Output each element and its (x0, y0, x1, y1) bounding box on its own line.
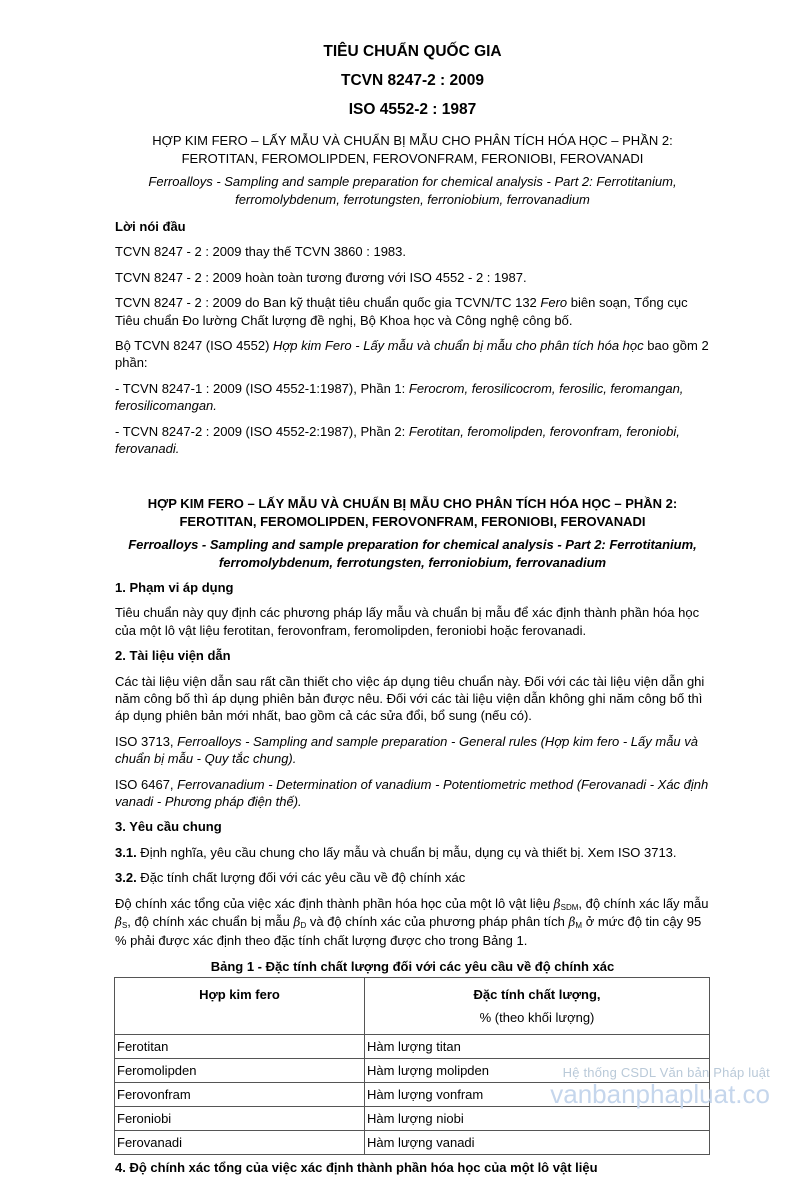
table-cell-content: Hàm lượng vanadi (365, 1130, 710, 1154)
table-cell-content: Hàm lượng vonfram (365, 1082, 710, 1106)
foreword-p4-text-b: Hợp kim Fero - Lấy mẫu và chuẩn bị mẫu cho phân tích hóa học (273, 337, 644, 353)
foreword-p3-text-c: biên soạn, Tổng cục Tiêu chuẩn Đo lường Chất lượng đề nghị, Bộ Khoa học và Công nghệ công bố. (115, 295, 688, 328)
clause-3-2-text-e: ở mức độ tin cậy 95 % phải được xác định theo đặc tính chất lượng được cho trong Bảng 1. (115, 914, 702, 949)
table-cell-content: Hàm lượng molipden (365, 1058, 710, 1082)
reference-iso-3713 (115, 733, 710, 768)
table-header-quality-label: Đặc tính chất lượng, (473, 986, 601, 1002)
subscript-m: M (575, 921, 583, 931)
subscript-d: D (300, 921, 307, 931)
doc-title-iso-code: ISO 4552-2 : 1987 (348, 100, 477, 118)
table-cell-alloy: Ferotitan (115, 1034, 365, 1058)
foreword-paragraph-4 (115, 337, 710, 372)
foreword-part-2-item (115, 423, 710, 458)
ref2-code: ISO 6467, (115, 776, 178, 792)
clause-3-2-text-a: Độ chính xác tổng của việc xác định thành phần hóa học của một lô vật liệu (115, 895, 554, 911)
foreword-part-1-item (115, 380, 710, 415)
clause-3-2-number: 3.2. (115, 870, 137, 886)
clause-3-2-text-b: , độ chính xác lấy mẫu (578, 895, 709, 911)
foreword-paragraph-1: TCVN 8247 - 2 : 2009 thay thế TCVN 3860 : 1983. (115, 244, 406, 260)
clause-3-2 (115, 869, 710, 886)
ref1-code: ISO 3713, (115, 733, 178, 749)
reference-iso-6467 (115, 776, 710, 811)
site-watermark (550, 1064, 770, 1107)
table-header-quality-unit: % (theo khối lượng) (479, 1010, 595, 1026)
beta-symbol: β (115, 915, 122, 930)
table-1-caption: Bảng 1 - Đặc tính chất lượng đối với các yêu cầu về độ chính xác (210, 958, 615, 974)
foreword-p3-text-a: TCVN 8247 - 2 : 2009 do Ban kỹ thuật tiêu chuẩn quốc gia TCVN/TC 132 (115, 295, 541, 311)
table-header-row (115, 977, 710, 1034)
doc-title-national-standard: TIÊU CHUẨN QUỐC GIA (323, 43, 502, 60)
foreword-heading: Lời nói đầu (115, 218, 186, 234)
beta-symbol: β (568, 915, 576, 930)
doc-title-tcvn-code: TCVN 8247-2 : 2009 (340, 71, 485, 89)
watermark-domain: vanbanphapluat.co (550, 1079, 770, 1109)
section-1-heading: 1. Phạm vi áp dụng (115, 580, 234, 596)
table-cell-content: Hàm lượng titan (365, 1034, 710, 1058)
clause-3-2-paragraph (115, 895, 710, 950)
table-cell-alloy: Feroniobi (115, 1106, 365, 1130)
section-3-heading: 3. Yêu cầu chung (115, 819, 222, 835)
table-cell-alloy: Feromolipden (115, 1058, 365, 1082)
main-title-vi: HỢP KIM FERO – LẤY MẪU VÀ CHUẨN BỊ MẪU CHO PHÂN TÍCH HÓA HỌC – PHẦN 2: FEROTITAN, FEROMOLIPDEN, FEROVONFRAM, FERONIOBI, FEROVANADI (147, 496, 678, 529)
ref2-title: Ferrovanadium - Determination of vanadium - Potentiometric method (Ferovanadi - Xác định vanadi - Phương pháp điện thế). (115, 776, 709, 810)
subscript-s: S (121, 921, 128, 931)
clause-3-1 (115, 844, 710, 861)
section-4-heading: 4. Độ chính xác tổng của việc xác định thành phần hóa học của một lô vật liệu (115, 1159, 598, 1175)
table-row (115, 1034, 710, 1058)
foreword-paragraph-3 (115, 294, 710, 329)
table-header-ferroalloy: Hợp kim fero (115, 977, 365, 1034)
foreword-p5-text-b: Ferocrom, ferosilicocrom, ferosilic, feromangan, ferosilicomangan. (115, 380, 684, 414)
foreword-p4-text-c: bao gồm 2 phần: (115, 337, 709, 371)
clause-3-1-number: 3.1. (115, 844, 137, 860)
table-header-quality (365, 977, 710, 1034)
beta-symbol: β (293, 915, 301, 930)
subscript-sdm: SDM (560, 902, 579, 912)
table-row (115, 1130, 710, 1154)
beta-symbol: β (553, 896, 561, 911)
section-2-heading: 2. Tài liệu viện dẫn (115, 648, 231, 664)
table-cell-alloy: Ferovanadi (115, 1130, 365, 1154)
clause-3-1-text: Định nghĩa, yêu cầu chung cho lấy mẫu và chuẩn bị mẫu, dụng cụ và thiết bị. Xem ISO 3713. (136, 844, 677, 860)
foreword-paragraph-2: TCVN 8247 - 2 : 2009 hoàn toàn tương đương với ISO 4552 - 2 : 1987. (115, 269, 527, 285)
ref1-title: Ferroalloys - Sampling and sample preparation - General rules (Hợp kim fero - Lấy mẫu và chuẩn bị mẫu - Quy tắc chung). (115, 733, 699, 767)
doc-subtitle-vi: HỢP KIM FERO – LẤY MẪU VÀ CHUẨN BỊ MẪU CHO PHÂN TÍCH HÓA HỌC – PHẦN 2: FEROTITAN, FEROMOLIPDEN, FEROVONFRAM, FERONIOBI, FEROVANADI (152, 133, 673, 166)
document-page (115, 42, 710, 1184)
clause-3-2-text: Đặc tính chất lượng đối với các yêu cầu về độ chính xác (136, 870, 466, 886)
table-cell-content: Hàm lượng niobi (365, 1106, 710, 1130)
foreword-p5-text-a: - TCVN 8247-1 : 2009 (ISO 4552-1:1987), Phần 1: (115, 380, 409, 396)
table-cell-alloy: Ferovonfram (115, 1082, 365, 1106)
foreword-p4-text-a: Bộ TCVN 8247 (ISO 4552) (115, 337, 274, 353)
foreword-p6-text-a: - TCVN 8247-2 : 2009 (ISO 4552-2:1987), Phần 2: (115, 423, 409, 439)
main-title-en: Ferroalloys - Sampling and sample preparation for chemical analysis - Part 2: Ferrotitanium, ferromolybdenum, ferrotungsten, ferroniobium, ferrovanadium (128, 537, 697, 570)
clause-3-2-text-c: , độ chính xác chuẩn bị mẫu (127, 914, 294, 930)
table-row (115, 1106, 710, 1130)
doc-subtitle-en: Ferroalloys - Sampling and sample preparation for chemical analysis - Part 2: Ferrotitanium, ferromolybdenum, ferrotungsten, ferroniobium, ferrovanadium (148, 174, 677, 207)
section-2-paragraph: Các tài liệu viện dẫn sau rất cần thiết cho việc áp dụng tiêu chuẩn này. Đối với các tài liệu viện dẫn ghi năm công bố thì áp dụng phiên bản được nêu. Đối với các tài liệu viện dẫn không ghi năm công bố thì áp dụng phiên bản mới nhất, bao gồm cả các sửa đổi, bổ sung (nếu có). (115, 673, 705, 724)
watermark-system-name: Hệ thống CSDL Văn bản Pháp luật (562, 1064, 770, 1080)
foreword-p6-text-b: Ferotitan, feromolipden, ferovonfram, feroniobi, ferovanadi. (115, 423, 680, 456)
clause-3-2-text-d: và độ chính xác của phương pháp phân tích (306, 914, 569, 930)
section-1-paragraph: Tiêu chuẩn này quy định các phương pháp lấy mẫu và chuẩn bị mẫu để xác định thành phần hóa học của một lô vật liệu ferotitan, ferovonfram, feromolipden, feroniobi hoặc ferovanadi. (115, 605, 700, 638)
foreword-p3-text-b: Fero (540, 295, 568, 311)
